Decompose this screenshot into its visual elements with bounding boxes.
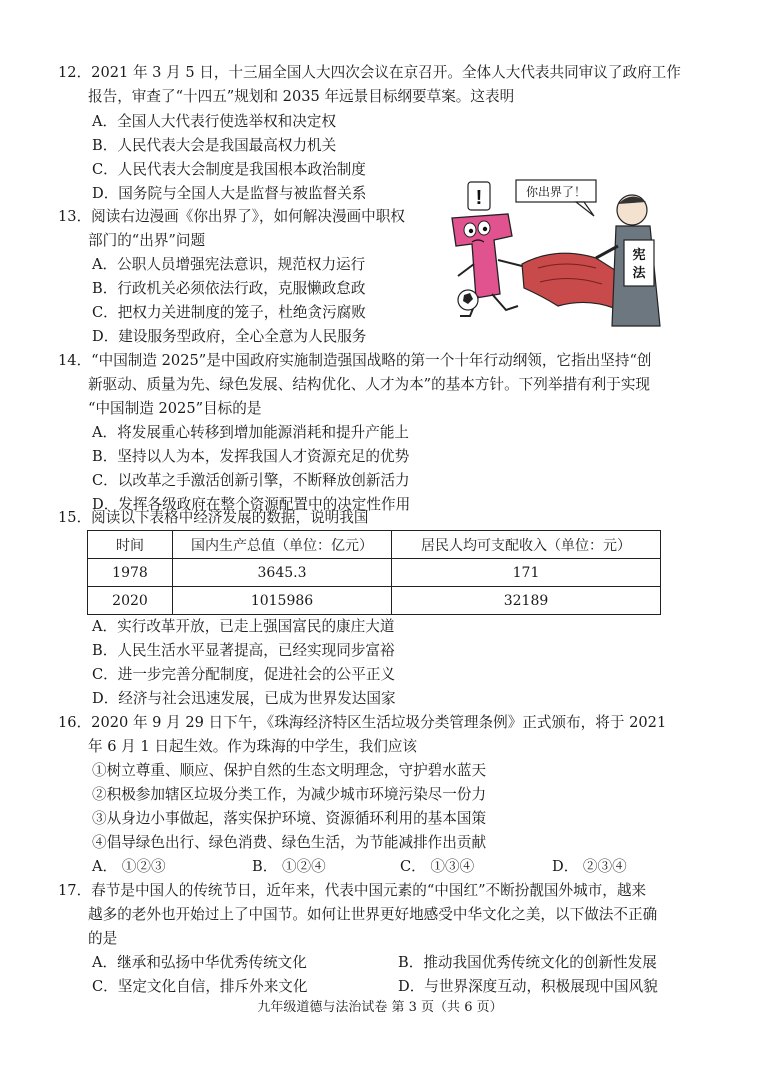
q16-option-d: D． ②③④: [552, 858, 627, 875]
q16-option-a: A． ①②③: [92, 858, 166, 875]
table-cell: 32189: [392, 587, 661, 615]
q14-option-c: C．以改革之手激活创新引擎，不断释放创新活力: [92, 472, 410, 489]
q16-item-1: ①树立尊重、顺应、保护自然的生态文明理念，守护碧水蓝天: [92, 762, 487, 779]
q16-option-c: C． ①③④: [400, 858, 475, 875]
economic-data-table: [87, 530, 661, 615]
q16-item-3: ③从身边小事做起，落实保护环境、资源循环利用的基本国策: [92, 810, 487, 827]
soccer-ball: [458, 290, 478, 310]
q12-stem-line2: 报告，审查了“十四五”规划和 2035 年远景目标纲要草案。这表明: [88, 88, 515, 105]
red-boundary-cloth: [522, 253, 618, 308]
table-header-cell: 国内生产总值（单位：亿元）: [173, 531, 392, 559]
q14-stem-line1: 14．“中国制造 2025”是中国政府实施制造强国战略的第一个十年行动纲领，它指出坚持“创: [58, 352, 652, 369]
table-cell: 171: [392, 559, 661, 587]
table-row: [88, 587, 661, 615]
q13-stem-line2: 部门的“出界”问题: [88, 232, 206, 249]
q17-stem-line2: 越多的老外也开始过上了中国节。如何让世界更好地感受中华文化之美，以下做法不正确: [88, 906, 658, 923]
q13-option-a: A．公职人员增强宪法意识，规范权力运行: [92, 256, 366, 273]
q14-option-a: A．将发展重心转移到增加能源消耗和提升产能上: [92, 424, 410, 441]
q15-option-a: A．实行改革开放，已走上强国富民的康庄大道: [92, 618, 395, 635]
q15-option-c: C．进一步完善分配制度，促进社会的公平正义: [92, 666, 396, 683]
q17-option-d: D．与世界深度互动，积极展现中国风貌: [398, 978, 658, 995]
table-cell: 3645.3: [173, 559, 392, 587]
cartoon-illustration: [446, 176, 686, 328]
q17-option-a: A．继承和弘扬中华优秀传统文化: [92, 954, 307, 971]
sign-char-1: 宪: [632, 247, 646, 262]
q12-option-d: D．国务院与全国人大是监督与被监督关系: [92, 185, 367, 202]
table-header-cell: 居民人均可支配收入（单位：元）: [392, 531, 661, 559]
q13-option-b: B．行政机关必须依法行政，克服懒政怠政: [92, 280, 366, 297]
q14-option-d: D．发挥各级政府在整个资源配置中的决定性作用: [92, 496, 411, 513]
q14-option-b: B．坚持以人为本，发挥我国人才资源充足的优势: [92, 448, 410, 465]
q12-option-c: C．人民代表大会制度是我国根本政治制度: [92, 161, 366, 178]
q16-stem-line2: 年 6 月 1 日起生效。作为珠海的中学生，我们应该: [88, 738, 418, 755]
speech-text: 你出界了！: [525, 185, 587, 199]
speech-bubble: [516, 180, 596, 216]
table-cell: 1978: [88, 559, 173, 587]
table-header-cell: 时间: [88, 531, 173, 559]
q16-stem-line1: 16．2020 年 9 月 29 日下午，《珠海经济特区生活垃圾分类管理条例》正式颁布，将于 2021: [58, 714, 667, 731]
q14-stem-line3: “中国制造 2025”目标的是: [88, 400, 262, 417]
q15-option-b: B．人民生活水平显著提高，已经实现同步富裕: [92, 642, 395, 659]
exclamation-mark: !: [475, 187, 483, 209]
page-footer: 九年级道德与法治试卷 第 3 页（共 6 页）: [257, 1000, 503, 1015]
constitution-sign: [624, 240, 654, 286]
q12-option-a: A．全国人大代表行使选举权和决定权: [92, 113, 337, 130]
q13-stem-line1: 13．阅读右边漫画《你出界了》，如何解决漫画中职权: [58, 208, 405, 225]
q14-stem-line2: 新驱动、质量为先、绿色发展、结构优化、人才为本”的基本方针。下列举措有利于实现: [88, 376, 651, 393]
table-cell: 1015986: [173, 587, 392, 615]
exclamation-bubble: [468, 182, 490, 210]
q17-stem-line1: 17．春节是中国人的传统节日，近年来，代表中国元素的“中国红”不断扮靓国外城市，越来: [58, 882, 647, 899]
q13-option-d: D．建设服务型政府，全心全意为人民服务: [92, 328, 367, 345]
q12-option-b: B．人民代表大会是我国最高权力机关: [92, 137, 337, 154]
q16-item-4: ④倡导绿色出行、绿色消费、绿色生活，为节能减排作出贡献: [92, 834, 487, 851]
q16-option-b: B． ①②④: [252, 858, 326, 875]
q13-option-c: C．把权力关进制度的笼子，杜绝贪污腐败: [92, 304, 366, 321]
q16-item-2: ②积极参加辖区垃圾分类工作，为减少城市环境污染尽一份力: [92, 786, 487, 803]
q17-option-b: B．推动我国优秀传统文化的创新性发展: [398, 954, 657, 971]
table-cell: 2020: [88, 587, 173, 615]
q17-stem-line3: 的是: [88, 930, 118, 947]
table-row: [88, 559, 661, 587]
sign-char-2: 法: [632, 265, 646, 280]
q15-stem: 15．阅读以下表格中经济发展的数据，说明我国: [58, 509, 369, 526]
table-header-row: [88, 531, 661, 559]
q15-option-d: D．经济与社会迅速发展，已成为世界发达国家: [92, 690, 396, 707]
q12-stem-line1: 12．2021 年 3 月 5 日，十三届全国人大四次会议在京召开。全体人大代表共同审议了政府工作: [58, 64, 681, 81]
q17-option-c: C．坚定文化自信，排斥外来文化: [92, 978, 308, 995]
